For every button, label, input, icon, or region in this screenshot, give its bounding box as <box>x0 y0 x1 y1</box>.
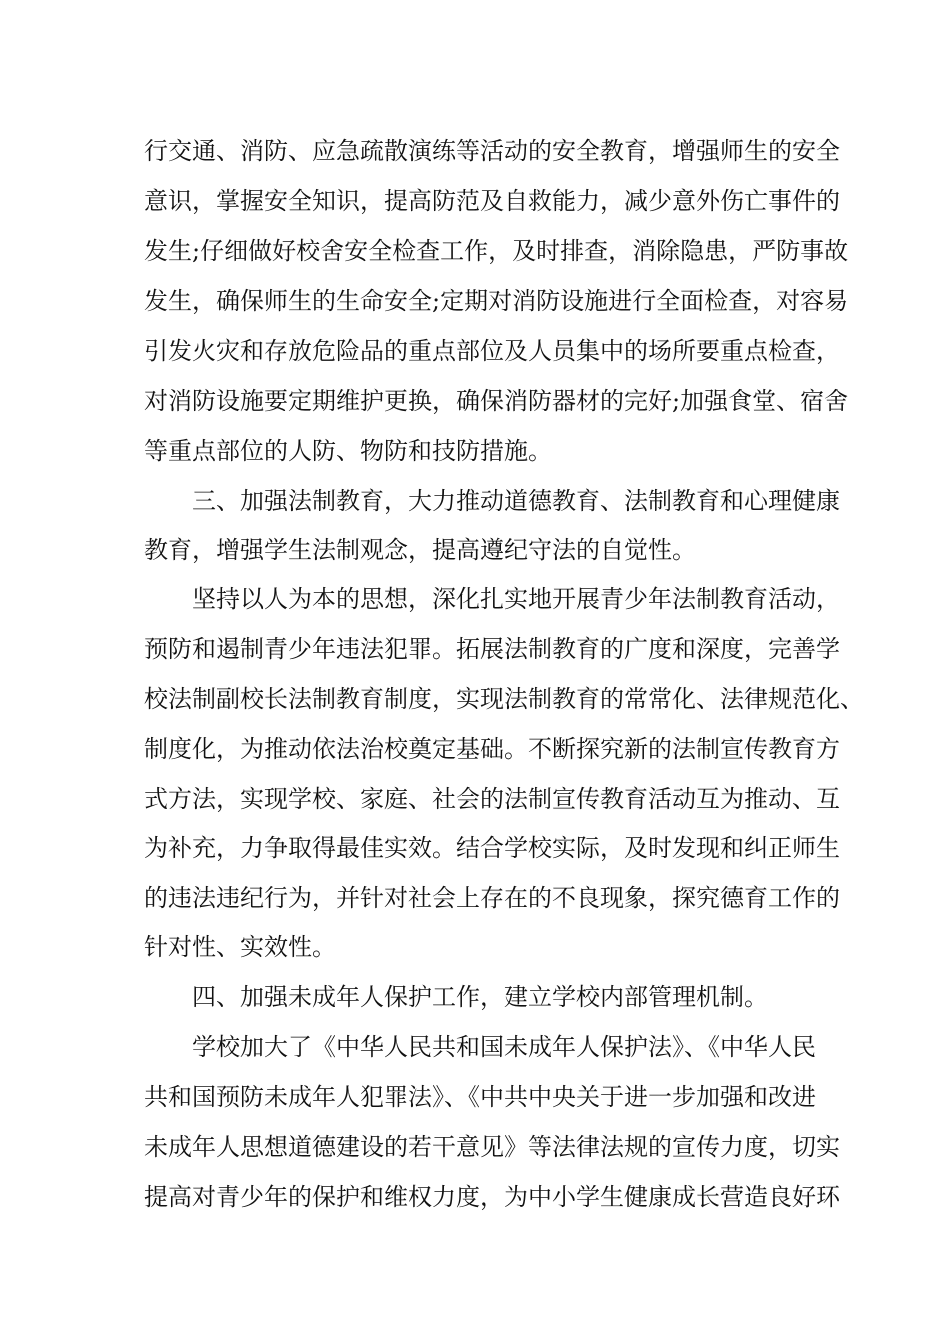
text-line: 等重点部位的人防、物防和技防措施。 <box>144 437 552 465</box>
text-line: 为补充，力争取得最佳实效。结合学校实际，及时发现和纠正师生 <box>144 834 840 862</box>
text-line: 意识，掌握安全知识，提高防范及自救能力，减少意外伤亡事件的 <box>144 187 840 215</box>
section-heading-4: 四、加强未成年人保护工作，建立学校内部管理机制。 <box>192 983 768 1011</box>
text-line: 制度化，为推动依法治校奠定基础。不断探究新的法制宣传教育方 <box>144 735 840 763</box>
text-line: 发生;仔细做好校舍安全检查工作，及时排查，消除隐患，严防事故 <box>144 237 849 265</box>
text-line: 教育，增强学生法制观念，提高遵纪守法的自觉性。 <box>144 536 696 564</box>
text-line: 共和国预防未成年人犯罪法》、《中共中央关于进一步加强和改进 <box>144 1083 816 1111</box>
text-line: 发生，确保师生的生命安全;定期对消防设施进行全面检查，对容易 <box>144 287 849 315</box>
section-heading-3: 三、加强法制教育，大力推动道德教育、法制教育和心理健康 <box>192 487 840 515</box>
text-line: 提高对青少年的保护和维权力度，为中小学生健康成长营造良好环 <box>144 1183 840 1211</box>
text-line: 针对性、实效性。 <box>144 933 336 961</box>
text-line: 引发火灾和存放危险品的重点部位及人员集中的场所要重点检查， <box>144 337 840 365</box>
text-line: 预防和遏制青少年违法犯罪。拓展法制教育的广度和深度，完善学 <box>144 635 840 663</box>
text-line: 未成年人思想道德建设的若干意见》等法律法规的宣传力度，切实 <box>144 1133 840 1161</box>
text-line: 式方法，实现学校、家庭、社会的法制宣传教育活动互为推动、互 <box>144 785 840 813</box>
paragraph-start: 坚持以人为本的思想，深化扎实地开展青少年法制教育活动， <box>192 585 840 613</box>
text-line: 校法制副校长法制教育制度，实现法制教育的常常化、法律规范化、 <box>144 685 864 713</box>
text-line: 的违法违纪行为，并针对社会上存在的不良现象，探究德育工作的 <box>144 884 840 912</box>
text-line: 对消防设施要定期维护更换，确保消防器材的完好;加强食堂、宿舍 <box>144 387 849 415</box>
paragraph-start: 学校加大了《中华人民共和国未成年人保护法》、《中华人民 <box>192 1033 816 1061</box>
text-line: 行交通、消防、应急疏散演练等活动的安全教育，增强师生的安全 <box>144 137 840 165</box>
